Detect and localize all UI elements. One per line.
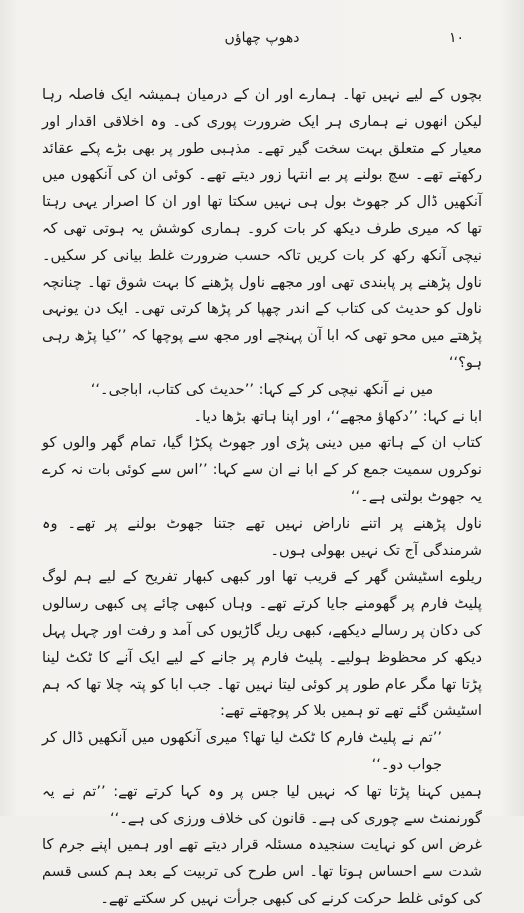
paragraph: غرض اس کو نہایت سنجیدہ مسئلہ قرار دیتے تھے اور ہمیں اپنے جرم کا شدت سے احساس ہوتا تھا۔ اس طرح کی تربیت کے بعد ہم کسی قسم کی کوئی غلط حرکت کرنے کی کبھی جرأت نہیں کر سکتے تھے۔ [42,836,482,907]
paragraph: ’’تم نے پلیٹ فارم کا ٹکٹ لیا تھا؟ میری آنکھوں میں آنکھیں ڈال کر جواب دو۔‘‘ [42,729,442,773]
paragraph: ناول پڑھنے پر اتنے ناراض نہیں تھے جتنا جھوٹ بولنے پر تھے۔ وہ شرمندگی آج تک نہیں بھولی ہوں۔ [42,514,482,559]
paragraph: ابا نے کہا: ’’دکھاؤ مجھے‘‘، اور اپنا ہاتھ بڑھا دیا۔ [193,407,482,425]
paragraph: کتاب ان کے ہاتھ میں دینی پڑی اور جھوٹ پکڑا گیا، تمام گھر والوں کو نوکروں سمیت جمع کر کے ابا نے ان سے کہا: ’’اس سے کوئی بات نہ کرے یہ جھوٹ بولتی ہے۔‘‘ [42,434,482,505]
body-text [42,82,482,913]
paragraph: بچوں کے لیے نہیں تھا۔ ہمارے اور ان کے درمیان ہمیشہ ایک فاصلہ رہا لیکن انھوں نے ہماری ہر ایک ضرورت پوری کی۔ وہ اخلاقی اقدار اور معیار کے متعلق بہت سخت گیر تھے۔ مذہبی طور پر بھی بڑے پکے عقائد رکھتے تھے۔ سچ بولنے پر بے انتہا زور دیتے تھے۔ کوئی ان کی آنکھوں میں آنکھیں ڈال کر جھوٹ بول ہی نہیں سکتا تھا اور ان کا اصرار یہی رہتا تھا کہ میری طرف دیکھ کر بات کرو۔ ہماری کوشش یہ ہوتی تھی کہ نیچی آنکھ رکھ کر بات کریں تاکہ حسب ضرورت غلط بیانی کر سکیں۔ ناول پڑھنے پر پابندی تھی اور مجھے ناول پڑھنے کا بہت شوق تھا۔ چنانچہ ناول کو حدیث کی کتاب کے اندر چھپا کر پڑھا کرتی تھی۔ ایک دن یونہی پڑھتے میں محو تھی کہ ابا آن پہنچے اور مجھ سے پوچھا کہ ’’کیا پڑھ رہی ہو؟‘‘ [42,86,482,371]
running-title: دھوپ چھاؤں [224,30,300,46]
paragraph: میں نے آنکھ نیچی کر کے کہا: ’’حدیث کی کتاب، اباجی۔‘‘ [90,380,434,398]
page-header [60,30,464,52]
paragraph: ریلوے اسٹیشن گھر کے قریب تھا اور کبھی کبھار تفریح کے لیے ہم لوگ پلیٹ فارم پر گھومنے جایا کرتے تھے۔ وہاں کبھی چائے پی کبھی رسالوں کی دکان پر رسالے دیکھے، کبھی ریل گاڑیوں کی آمد و رفت اور چہل پہل دیکھ کر محظوظ ہولیے۔ پلیٹ فارم پر جانے کے لیے ایک آنے کا ٹکٹ لینا پڑتا تھا مگر عام طور پر کوئی لیتا نہیں تھا۔ جب ابا کو پتہ چلا تھا کہ ہم اسٹیشن گئے تھے تو ہمیں بلا کر پوچھتے تھے: [42,568,482,720]
paragraph: ہمیں کہنا پڑتا تھا کہ نہیں لیا جس پر وہ کہا کرتے تھے: ’’تم نے یہ گورنمنٹ سے چوری کی ہے۔ قانون کی خلاف ورزی کی ہے۔‘‘ [42,782,482,827]
page-number: ۱۰ [448,30,464,46]
